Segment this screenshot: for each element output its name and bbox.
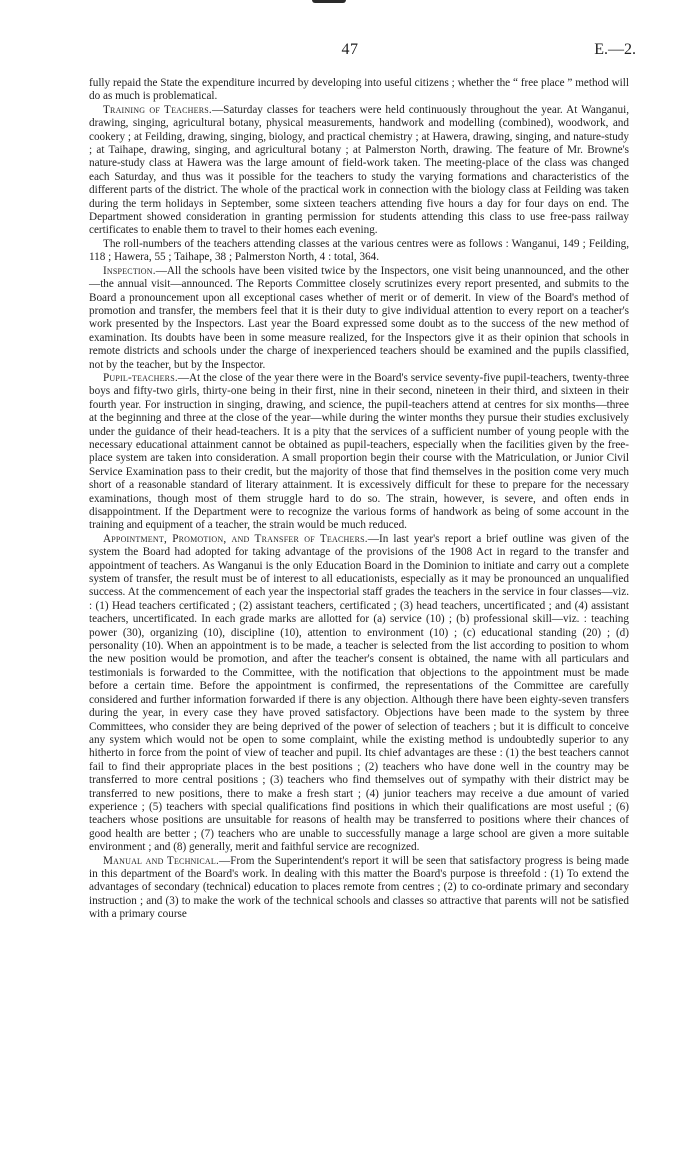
section-heading: Appointment, Promotion, and Transfer of Teachers.: [103, 532, 368, 545]
section-heading: Manual and Technical.: [103, 854, 219, 867]
body-text: [89, 77, 629, 922]
paragraph-inspection: [89, 265, 629, 372]
section-heading: Inspection.: [103, 264, 156, 277]
paragraph-text: fully repaid the State the expenditure incurred by developing into useful citizens ; whether the “ free place ” method will do as much is problematical.: [89, 77, 629, 103]
paragraph-manual-and-technical: [89, 855, 629, 922]
paragraph-text: —In last year's report a brief outline was given of the system the Board had adopted for taking advantage of the provisions of the 1908 Act in regard to the transfer and appointment of teachers. As Wanganui is the only Education Board in the Dominion to initiate and carry out a complete system of transfer, the result must be of interest to all educationists, especially as it may be pronounced an unqualified success. At the commencement of each year the inspectorial staff grades the teachers in the service in four classes—viz. : (1) Head teachers certificated ; (2) assistant teachers, certificated ; (3) head teachers, uncertificated ; and (4) assistant teachers, uncertificated. In each grade marks are allotted for (a) service (10) ; (b) professional skill—viz. : teaching power (30), organizing (10), discipline (10), attention to environment (10) ; (c) educational standing (20) ; (d) personality (10). When an appointment is to be made, a teacher is selected from the list according to position to whom the new position would be promotion, and after the teacher's consent is obtained, the name with all particulars and testimonials is forwarded to the Committee, with the notification that objections to the appointment must be made before a certain time. Before the appointment is confirmed, the representations of the Committee are carefully considered and further information forwarded if there is any objection. Although there have been eighty-seven transfers during the year, in every case they have proved satisfactory. Objections have been made to the system by three Committees, who consider they are being deprived of the power of selection of teachers ; but it is difficult to conceive any system which would not be open to some complaint, while the existing method is undoubtedly superior to any hitherto in force from the point of view of teacher and pupil. Its chief advantages are these : (1) the best teachers cannot fail to find their appropriate places in the best positions ; (2) teachers who have done well in the country may be transferred to more central positions ; (3) teachers who find themselves out of sympathy with their district may be transferred to new positions, there to make a fresh start ; (4) junior teachers may receive a due amount of varied experience ; (5) teachers with special qualifications find positions in which their qualifications are most useful ; (6) teachers whose positions are unsuitable for reasons of health may be transferred to positions where their chances of good health are better ; (7) teachers who are unable to successfully manage a large school are given a more suitable environment ; and (8) generally, merit and faithful service are recognized.: [89, 532, 629, 854]
paragraph-text: —Saturday classes for teachers were held continuously throughout the year. At Wanganui, drawing, singing, agricultural botany, physical measurements, handwork and modelling (combined), woodwork, and cookery ; at Feilding, drawing, singing, biology, and practical chemistry ; at Hawera, drawing, singing, and nature-study ; at Taihape, drawing, singing, and agricultural botany ; at Palmerston North, drawing. The feature of Mr. Browne's nature-study class at Hawera was the large amount of field-work taken. The meeting-place of the class was changed each Saturday, and thus was it possible for the teachers to study the varying formations and characteristics of the different parts of the district. The whole of the practical work in connection with the biology class at Feilding was taken during the term holidays in September, some sixteen teachers attending five hours a day for four days on end. The Department showed consideration in granting permission for students attending this class to use free-pass railway certificates to enable them to travel to their homes each evening.: [89, 103, 629, 237]
section-heading: Pupil-teachers.: [103, 371, 178, 384]
paragraph-continuation: [89, 77, 629, 104]
paragraph-text: —All the schools have been visited twice by the Inspectors, one visit being unannounced, and the other—the annual visit—announced. The Reports Committee closely scrutinizes every report presented, and submits to the Board a pronouncement upon all exceptional cases whether of merit or of demerit. In view of the Board's method of promotion and transfer, the members feel that it is their duty to give individual attention to every report on a teacher's work presented by the Inspectors. Last year the Board expressed some doubt as to the success of the new method of examination. Its doubts have been in some measure realized, for the Inspectors give it as their opinion that schools in remote districts and schools under the charge of inexperienced teachers should be examined and the pupils classified, not by the teacher, but by the Inspector.: [89, 264, 629, 371]
paragraph-text: —From the Superintendent's report it will be seen that satisfactory progress is being made in this department of the Board's work. In dealing with this matter the Board's purpose is threefold : (1) To extend the advantages of secondary (technical) education to places remote from centres ; (2) to co-ordinate primary and secondary instruction ; and (3) to make the work of the technical schools and classes so attractive that parents will not be satisfied with a primary course: [89, 854, 629, 921]
section-heading: Training of Teachers.: [103, 103, 212, 116]
paragraph-pupil-teachers: [89, 372, 629, 533]
page-header: [0, 41, 700, 63]
page-number: 47: [341, 41, 359, 58]
paragraph-appointment-promotion-transfer: [89, 533, 629, 855]
paragraph-roll-numbers: [89, 238, 629, 265]
scan-mark: [312, 0, 346, 3]
document-reference: E.—2.: [594, 41, 636, 58]
paragraph-training-of-teachers: [89, 104, 629, 238]
paragraph-text: The roll-numbers of the teachers attending classes at the various centres were as follows : Wanganui, 149 ; Feilding, 118 ; Hawera, 55 ; Taihape, 38 ; Palmerston North, 4 : total, 364.: [89, 237, 629, 264]
paragraph-text: —At the close of the year there were in the Board's service seventy-five pupil-teachers, twenty-three boys and fifty-two girls, thirty-one being in their first, nine in their second, nineteen in their third, and sixteen in their fourth year. For instruction in singing, drawing, and science, the pupil-teachers attend at centres for six months—three at the beginning and three at the close of the year—while during the winter months they pursue their studies exclusively under the guidance of their head-teachers. It is a pity that the services of a sufficient number of young people with the necessary educational attainment cannot be obtained as pupil-teachers, especially when the facilities given by the free-place system are taken into consideration. A small proportion begin their course with the Matriculation, or Junior Civil Service Examination pass to their credit, but the majority of those that find themselves in the position come very much short of a reasonable standard of literary attainment. It is excessively difficult for these to prepare for the necessary examinations, though most of them struggle hard to do so. The strain, however, is severe, and often ends in disappointment. If the Department were to recognize the various forms of handwork as being of some account in the training and equipment of a teacher, the strain would be much reduced.: [89, 371, 629, 532]
